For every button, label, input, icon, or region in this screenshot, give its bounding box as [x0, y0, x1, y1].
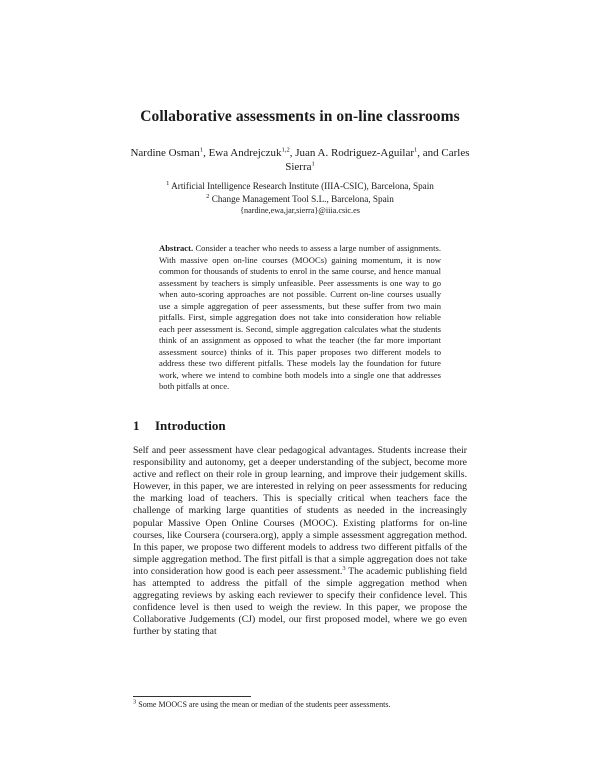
section-body: [133, 445, 467, 639]
author-email: {nardine,ewa,jar,sierra}@iiia.csic.es: [240, 206, 360, 215]
author-name: Juan A. Rodriguez-Aguilar: [295, 147, 415, 159]
author-affiliation-mark: 1: [311, 160, 315, 168]
affiliation-text: Change Management Tool S.L., Barcelona, Spain: [211, 193, 394, 204]
author-list: Nardine Osman$^1$, Ewa Andrejczuk$^{1,2}$, Juan A. Rodriguez-Aguilar$^1$, and Carles Sierra$^1$: [130, 146, 470, 173]
author-name: and Carles Sierra: [285, 147, 470, 173]
affiliation-line: [140, 193, 460, 206]
author-name: Ewa Andrejczuk: [208, 147, 282, 159]
footnote: [133, 700, 467, 710]
affiliation-text: Artificial Intelligence Research Institute (IIIA-CSIC), Barcelona, Spain: [171, 181, 434, 191]
section-number: 1: [133, 418, 140, 433]
affiliation-mark: 2: [206, 192, 210, 200]
abstract-label: Abstract.: [159, 243, 194, 253]
abstract: [159, 243, 441, 393]
paper-title: Collaborative assessments in on-line classrooms: [140, 108, 460, 125]
section-title: Introduction: [155, 418, 226, 433]
body-paragraph: [133, 445, 467, 639]
affiliation-mark: 1: [166, 179, 170, 187]
affiliation-block: [140, 180, 460, 218]
section-heading: [133, 418, 473, 434]
author-affiliation-mark: 1: [414, 146, 418, 154]
footnote-reference: 3: [342, 564, 346, 572]
abstract-text: Consider a teacher who needs to assess a large number of assignments. With massive open on-line courses (MOOCs) gaining momentum, it is now common for thousands of students to enrol in the same course, and hence manual assessment by teachers is simply unfeasible. Peer assessments is one way to go when auto-scoring approaches are not possible. Current on-line courses usually use a simple aggregation of peer assessments, but these suffer from two main pitfalls. First, simple aggregation does not take into consideration how reliable each peer assessment is. Second, simple aggregation calculates what the students think of an assignment as opposed to what the teacher (the far more important assessment source) thinks of it. This paper proposes two different models to address these two different pitfalls. These models lay the foundation for future work, where we intend to combine both models into a single one that addresses both pitfalls at once.: [159, 243, 441, 391]
footnote-mark: 3: [133, 698, 137, 706]
author-name: Nardine Osman: [130, 147, 200, 159]
affiliation-line: [140, 180, 460, 193]
footnote-text: Some MOOCS are using the mean or median of the students peer assessments.: [138, 700, 391, 709]
body-text-part: Self and peer assessment have clear pedagogical advantages. Students increase their responsibility and autonomy, get a deeper understanding of the subject, become more active and reflect on their role in group learning, and improve their judgement skills. However, in this paper, we are interested in relying on peer assessments for reducing the marking load of teachers. This is specially critical when teachers face the challenge of marking large quantities of students as needed in the increasingly popular Massive Open Online Courses (MOOC). Existing platforms for on-line courses, like Coursera (coursera.org), apply a simple assessment aggregation method. In this paper, we propose two different models to address two different pitfalls of the simple aggregation method. The first pitfall is that a simple aggregation does not take into consideration how good is each peer assessment.: [133, 445, 467, 577]
body-text-part: The academic publishing field has attempted to address the pitfall of the simple aggregation method when aggregating reviews by asking each reviewer to specify their confidence level. This confidence level is then used to weigh the review. In this paper, we propose the Collaborative Judgements (CJ) model, our first proposed model, where we go even further by stating that: [133, 565, 467, 638]
author-affiliation-mark: 1,2: [281, 146, 290, 154]
footnote-divider: [133, 696, 251, 697]
author-affiliation-mark: 1: [199, 146, 204, 154]
